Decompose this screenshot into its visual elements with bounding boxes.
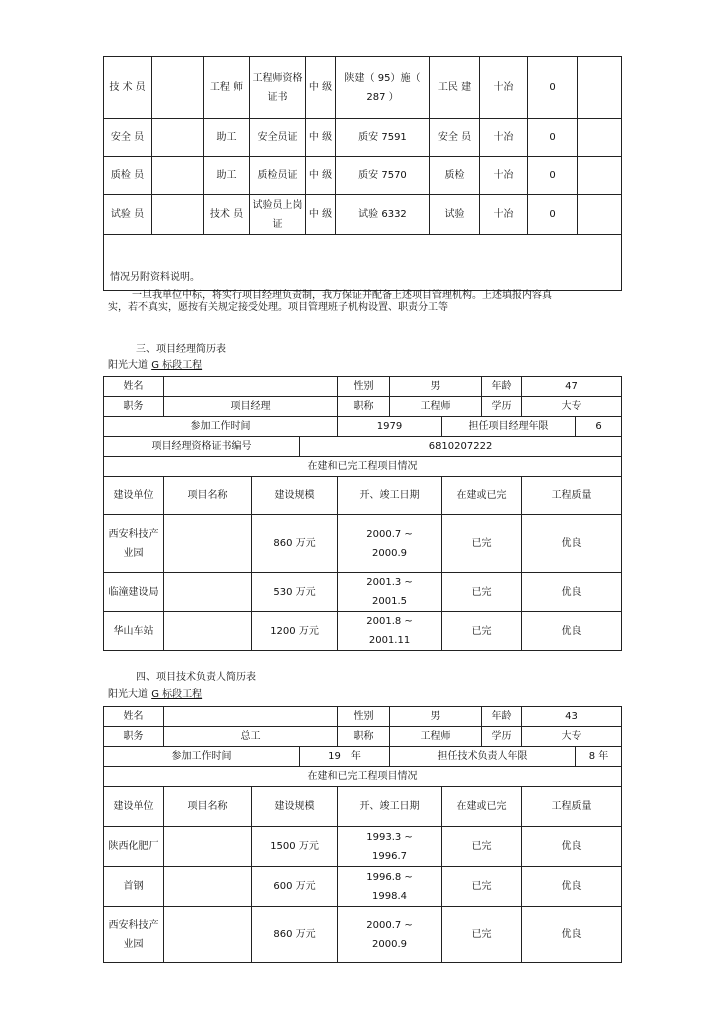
col-dates: 开、竣工日期 [338,477,442,515]
project-dates: 1993.3 ~ 1996.7 [338,827,442,867]
staff-specialty: 试验 [430,195,480,235]
project-prefix: 阳光大道 [108,689,148,700]
project-row [104,515,622,573]
staff-role: 试验 员 [104,195,152,235]
project-dates: 2001.3 ~ 2001.5 [338,573,442,612]
cert-value: 6810207222 [300,437,622,457]
staff-cert-no: 陕建（ 95）施（ 287 ） [336,57,430,119]
project-section: G 标段工程 [151,689,203,700]
col-status: 在建或已完 [442,477,522,515]
section3-heading: 三、项目经理简历表 [136,344,226,355]
years-value: 6 [576,417,622,437]
age-label: 年龄 [482,707,522,727]
staff-cert-no: 质安 7591 [336,119,430,157]
project-row [104,573,622,612]
col-unit: 建设单位 [104,477,164,515]
start-work-label: 参加工作时间 [104,417,338,437]
project-unit: 西安科技产业园 [104,515,164,573]
staff-table [103,56,622,291]
project-dates: 1996.8 ~ 1998.4 [338,867,442,907]
name-value [164,377,338,397]
staff-note: 情况另附资料说明。 [104,235,622,291]
age-value: 43 [522,707,622,727]
staff-count: 0 [528,57,578,119]
staff-cert: 试验员上岗证 [250,195,306,235]
position-value: 项目经理 [164,397,338,417]
staff-role: 技 术 员 [104,57,152,119]
project-row [104,612,622,651]
staff-specialty: 质检 [430,157,480,195]
project-status: 已完 [442,573,522,612]
project-scale: 1500 万元 [252,827,338,867]
project-name [164,867,252,907]
project-status: 已完 [442,612,522,651]
gender-value: 男 [390,707,482,727]
project-quality: 优良 [522,612,622,651]
education-value: 大专 [522,727,622,747]
staff-level: 中 级 [306,195,336,235]
staff-title: 工程 师 [204,57,250,119]
staff-specialty: 安全 员 [430,119,480,157]
project-name [164,515,252,573]
years-label: 担任项目经理年限 [442,417,576,437]
col-unit: 建设单位 [104,787,164,827]
project-dates: 2000.7 ~ 2000.9 [338,515,442,573]
staff-company: 十冶 [480,119,528,157]
position-label: 职务 [104,397,164,417]
project-name [164,573,252,612]
project-name [164,612,252,651]
start-work-label: 参加工作时间 [104,747,300,767]
col-scale: 建设规模 [252,477,338,515]
project-quality: 优良 [522,515,622,573]
staff-cert-no: 试验 6332 [336,195,430,235]
project-status: 已完 [442,867,522,907]
staff-note-row [104,235,622,291]
gender-label: 性别 [338,707,390,727]
staff-specialty: 工民 建 [430,57,480,119]
staff-title: 技术 员 [204,195,250,235]
project-scale: 530 万元 [252,573,338,612]
gender-label: 性别 [338,377,390,397]
project-name [164,827,252,867]
project-prefix: 阳光大道 [108,360,148,371]
col-scale: 建设规模 [252,787,338,827]
title-label: 职称 [338,727,390,747]
col-quality: 工程质量 [522,477,622,515]
age-label: 年龄 [482,377,522,397]
project-dates: 2001.8 ~ 2001.11 [338,612,442,651]
project-quality: 优良 [522,867,622,907]
name-value [164,707,338,727]
title-label: 职称 [338,397,390,417]
project-unit: 华山车站 [104,612,164,651]
project-scale: 860 万元 [252,907,338,963]
staff-count: 0 [528,119,578,157]
project-name [164,907,252,963]
section4-heading: 四、项目技术负责人简历表 [136,672,256,683]
position-value: 总工 [164,727,338,747]
cert-label: 项目经理资格证书编号 [104,437,300,457]
col-name: 项目名称 [164,787,252,827]
project-section: G 标段工程 [151,360,203,371]
tech-lead-table [103,706,622,963]
project-status: 已完 [442,907,522,963]
staff-level: 中 级 [306,119,336,157]
project-row [104,827,622,867]
name-label: 姓名 [104,707,164,727]
project-scale: 600 万元 [252,867,338,907]
col-quality: 工程质量 [522,787,622,827]
staff-company: 十冶 [480,57,528,119]
staff-company: 十冶 [480,195,528,235]
staff-cert: 安全员证 [250,119,306,157]
project-scale: 1200 万元 [252,612,338,651]
staff-title: 助工 [204,157,250,195]
title-value: 工程师 [390,727,482,747]
staff-cert-no: 质安 7570 [336,157,430,195]
staff-level: 中 级 [306,57,336,119]
project-status: 已完 [442,827,522,867]
col-dates: 开、竣工日期 [338,787,442,827]
years-value: 8 年 [576,747,622,767]
staff-title: 助工 [204,119,250,157]
staff-role: 质检 员 [104,157,152,195]
title-value: 工程师 [390,397,482,417]
position-label: 职务 [104,727,164,747]
project-row [104,867,622,907]
staff-row [104,119,622,157]
commitment-text: 一旦我单位中标，将实行项目经理负责制，我方保证并配备上述项目管理机构。上述填报内容真实，若不真实，愿按有关规定接受处理。项目管理班子机构设置、职责分工等 [108,290,552,313]
staff-cert: 工程师资格证书 [250,57,306,119]
section4-project-title [108,685,202,700]
project-row [104,907,622,963]
staff-level: 中 级 [306,157,336,195]
projects-heading: 在建和已完工程项目情况 [104,767,622,787]
section3-project-title [108,356,202,371]
project-unit: 西安科技产业园 [104,907,164,963]
projects-heading: 在建和已完工程项目情况 [104,457,622,477]
education-value: 大专 [522,397,622,417]
project-quality: 优良 [522,907,622,963]
staff-row [104,157,622,195]
staff-count: 0 [528,157,578,195]
project-unit: 临潼建设局 [104,573,164,612]
project-quality: 优良 [522,573,622,612]
staff-count: 0 [528,195,578,235]
project-status: 已完 [442,515,522,573]
years-label: 担任技术负责人年限 [390,747,576,767]
project-unit: 首钢 [104,867,164,907]
staff-row [104,57,622,119]
education-label: 学历 [482,397,522,417]
staff-cert: 质检员证 [250,157,306,195]
gender-value: 男 [390,377,482,397]
col-status: 在建或已完 [442,787,522,827]
name-label: 姓名 [104,377,164,397]
pm-table [103,376,622,651]
start-work-value: 1979 [338,417,442,437]
staff-row [104,195,622,235]
project-scale: 860 万元 [252,515,338,573]
project-unit: 陕西化肥厂 [104,827,164,867]
project-quality: 优良 [522,827,622,867]
start-work-value: 19 年 [300,747,390,767]
col-name: 项目名称 [164,477,252,515]
staff-role: 安全 员 [104,119,152,157]
staff-company: 十冶 [480,157,528,195]
age-value: 47 [522,377,622,397]
project-dates: 2000.7 ~ 2000.9 [338,907,442,963]
education-label: 学历 [482,727,522,747]
